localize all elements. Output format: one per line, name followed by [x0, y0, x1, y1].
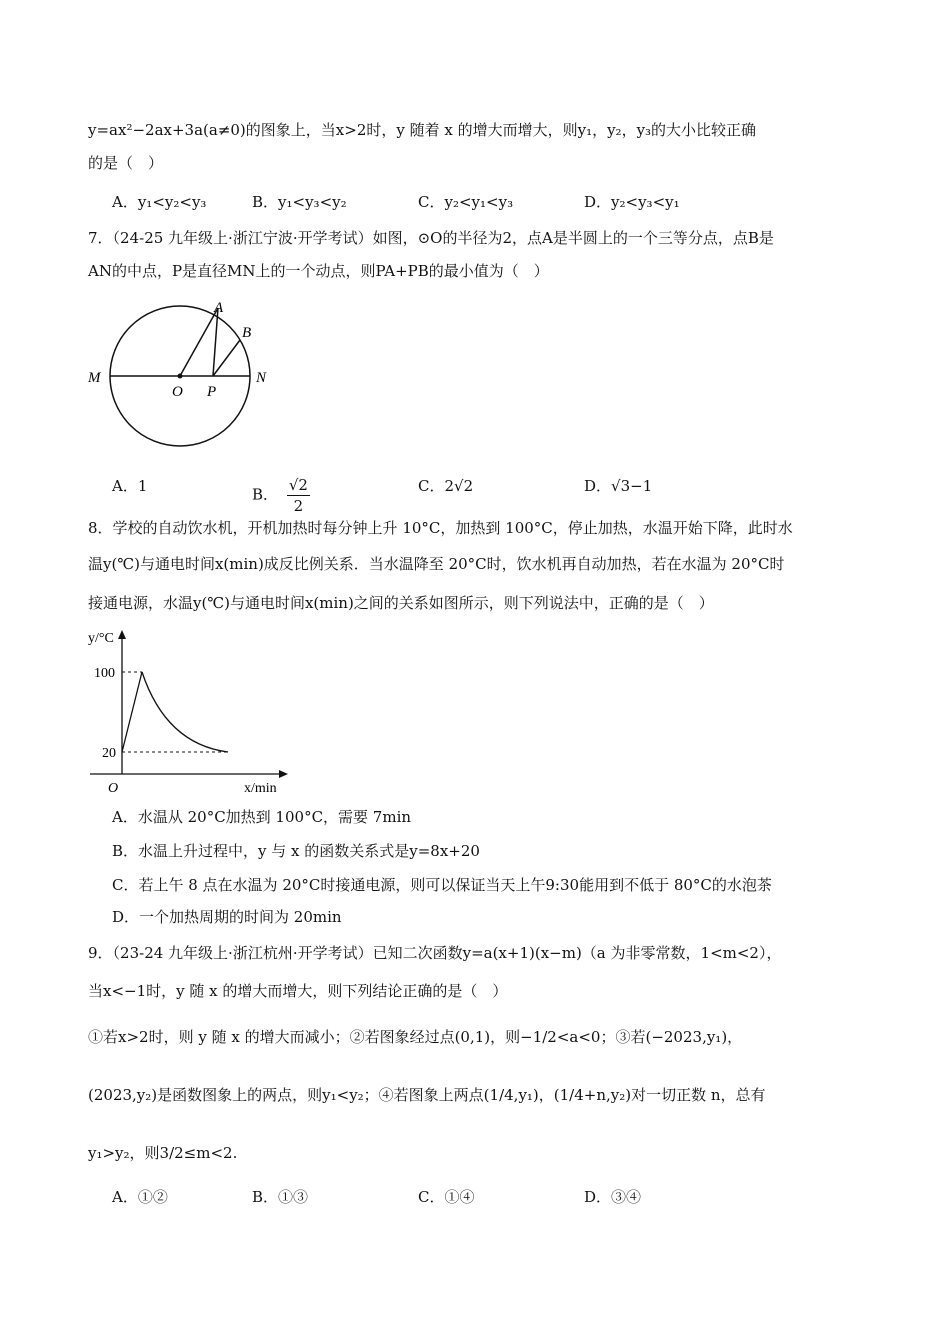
origin-label: O — [108, 781, 119, 796]
q9-option-c[interactable]: C．①④ — [418, 1188, 475, 1206]
fraction-numerator: √2 — [288, 476, 308, 494]
q7-option-b-fraction — [287, 475, 310, 516]
center-dot — [178, 374, 183, 379]
q7-option-b[interactable] — [252, 475, 310, 516]
q9-option-a[interactable]: A．①② — [112, 1188, 168, 1206]
q8-option-b[interactable]: B．水温上升过程中，y 与 x 的函数关系式是y=8x+20 — [112, 842, 480, 860]
label-m: M — [88, 370, 101, 386]
q8-stem-line-3: 接通电源，水温y(℃)与通电时间x(min)之间的关系如图所示，则下列说法中，正确的是（ ） — [88, 594, 714, 612]
q6-option-a[interactable]: A．y₁<y₂<y₃ — [112, 193, 207, 211]
q6-stem-line-2: 的是（ ） — [88, 154, 164, 172]
q9-option-d[interactable]: D．③④ — [584, 1188, 642, 1206]
q7-circle-figure — [86, 296, 286, 456]
q9-stem-line-1: 9．（23-24 九年级上·浙江杭州·开学考试）已知二次函数y=a(x+1)(x−m)（a 为非零常数，1<m<2）， — [88, 944, 782, 962]
q7-option-b-label: B． — [252, 485, 279, 504]
q7-option-c[interactable]: C．2√2 — [418, 477, 474, 495]
q8-stem-line-2: 温y(℃)与通电时间x(min)成反比例关系．当水温降至 20°C时，饮水机再自动加热，若在水温为 20°C时 — [88, 555, 785, 573]
q9-option-b[interactable]: B．①③ — [252, 1188, 309, 1206]
q8-option-d[interactable]: D．一个加热周期的时间为 20min — [112, 908, 342, 926]
q9-stem-line-3: ①若x>2时，则 y 随 x 的增大而减小；②若图象经过点(0,1)，则−1/2<a<0；③若(−2023,y₁)， — [88, 1028, 743, 1046]
q7-option-a[interactable]: A．1 — [112, 477, 148, 495]
q9-stem-line-2: 当x<−1时，y 随 x 的增大而增大，则下列结论正确的是（ ） — [88, 982, 508, 1000]
q6-option-d[interactable]: D．y₂<y₃<y₁ — [584, 193, 680, 211]
tick-20: 20 — [102, 746, 116, 761]
y-axis-arrow — [118, 630, 126, 639]
x-axis-arrow — [279, 770, 288, 778]
segment-pa — [213, 308, 218, 376]
cooling-curve — [142, 672, 228, 752]
q9-stem-line-5: y₁>y₂，则3/2≤m<2. — [88, 1144, 238, 1162]
q8-option-c[interactable]: C．若上午 8 点在水温为 20°C时接通电源，则可以保证当天上午9:30能用到不低于 80°C的水泡茶 — [112, 876, 772, 894]
label-b: B — [242, 325, 252, 341]
q8-temperature-graph — [86, 626, 296, 798]
q6-option-b[interactable]: B．y₁<y₃<y₂ — [252, 193, 347, 211]
fraction-denominator: 2 — [293, 497, 304, 515]
x-axis-label: x/min — [244, 781, 277, 796]
segment-pb — [213, 340, 240, 376]
q7-option-d[interactable]: D．√3−1 — [584, 477, 653, 495]
heating-line — [122, 672, 142, 752]
q7-stem-line-2: AN的中点，P是直径MN上的一个动点，则PA+PB的最小值为（ ） — [88, 262, 549, 280]
q6-option-c[interactable]: C．y₂<y₁<y₃ — [418, 193, 514, 211]
label-n: N — [256, 370, 267, 386]
q6-stem-line-1: y=ax²−2ax+3a(a≠0)的图象上，当x>2时，y 随着 x 的增大而增大，则y₁，y₂，y₃的大小比较正确 — [88, 121, 757, 139]
segment-oa — [180, 308, 218, 376]
y-axis-label: y/°C — [88, 631, 114, 646]
q9-stem-line-4: (2023,y₂)是函数图象上的两点，则y₁<y₂；④若图象上两点(1/4,y₁)，(1/4+n,y₂)对一切正数 n，总有 — [88, 1086, 766, 1104]
q8-stem-line-1: 8．学校的自动饮水机，开机加热时每分钟上升 10°C，加热到 100°C，停止加热，水温开始下降，此时水 — [88, 519, 793, 537]
label-p: P — [207, 384, 217, 400]
q8-option-a[interactable]: A．水温从 20°C加热到 100°C，需要 7min — [112, 808, 412, 826]
q7-stem-line-1: 7．（24-25 九年级上·浙江宁波·开学考试）如图，⊙O的半径为2，点A是半圆上的一个三等分点，点B是 — [88, 229, 774, 247]
tick-100: 100 — [94, 666, 115, 681]
label-a: A — [214, 300, 224, 316]
label-o: O — [172, 384, 183, 400]
